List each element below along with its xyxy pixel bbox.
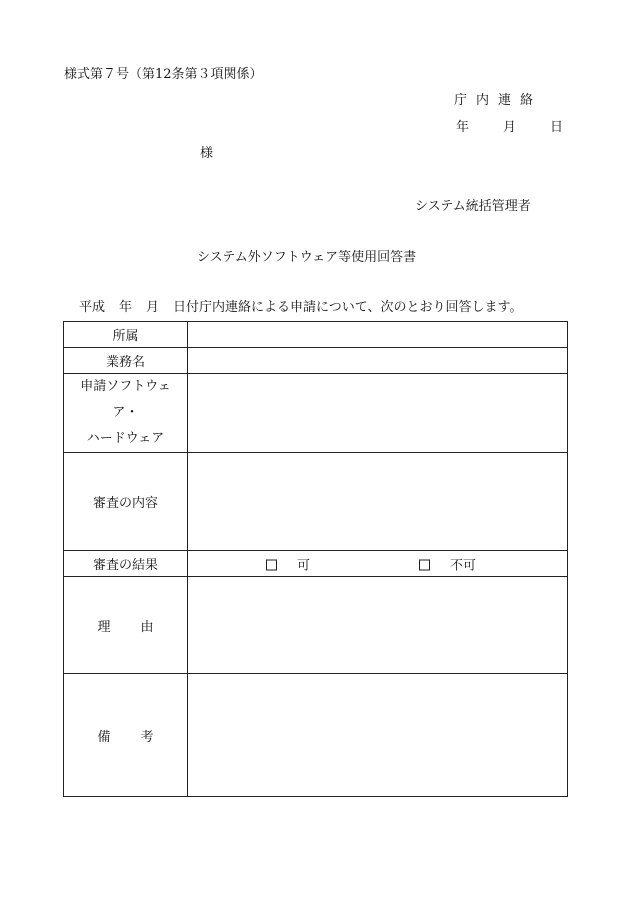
date-day-label: 日 [550,120,564,135]
review-result-label: 審査の結果 [64,551,188,577]
reason-label [64,577,188,674]
date-year-label: 年 [456,120,470,135]
document-title: システム外ソフトウェア等使用回答書 [197,250,417,265]
rejected-label: 不可 [450,558,477,573]
row-review-result [64,551,568,577]
affiliation-label: 所属 [64,322,188,348]
option-approved[interactable] [266,554,310,573]
memo-type: 庁内連絡 [454,93,543,108]
row-business [64,348,568,374]
row-remarks [64,674,568,797]
approved-checkbox[interactable] [266,559,277,570]
form-number: 様式第７号（第12条第３項関係） [64,67,263,82]
remarks-label [64,674,188,797]
remarks-label-char1: 備 [97,729,111,745]
software-label [64,374,188,453]
intro-year: 年 [119,300,133,315]
rejected-checkbox[interactable] [419,559,430,570]
date-month-label: 月 [503,120,517,135]
row-reason [64,577,568,674]
review-content-label: 審査の内容 [64,453,188,551]
intro-rest: 日付庁内連絡による申請について、次のとおり回答します。 [173,300,523,315]
software-label-line2: ア・ [112,405,139,420]
intro-sentence [79,301,523,314]
approved-label: 可 [297,558,311,573]
sender: システム統括管理者 [415,199,531,214]
software-label-line1: 申請ソフトウェ [80,379,171,394]
business-field[interactable] [188,348,568,374]
reason-field[interactable] [188,577,568,674]
reason-label-char1: 理 [97,619,111,635]
intro-era: 平成 [79,300,106,315]
response-form-table [63,321,568,797]
affiliation-field[interactable] [188,322,568,348]
row-review-content [64,453,568,551]
intro-month: 月 [146,300,160,315]
software-field[interactable] [188,374,568,453]
business-label: 業務名 [64,348,188,374]
option-rejected[interactable] [419,554,476,573]
date-line [456,121,563,134]
addressee-suffix: 様 [200,146,214,161]
review-content-field[interactable] [188,453,568,551]
remarks-label-char2: 考 [140,729,154,745]
row-software [64,374,568,453]
remarks-field[interactable] [188,674,568,797]
software-label-line3: ハードウェア [86,431,165,446]
row-affiliation [64,322,568,348]
reason-label-char2: 由 [140,619,154,635]
review-result-field [188,551,568,577]
